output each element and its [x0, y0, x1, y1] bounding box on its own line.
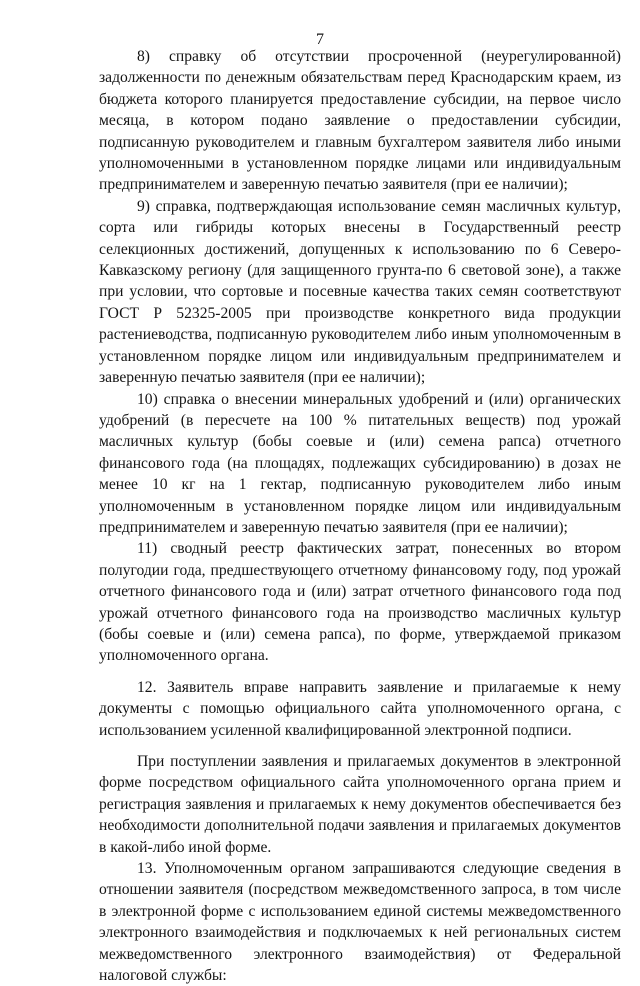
paragraph-point-12-continued: При поступлении заявления и прилагаемых документов в электронной форме посредством официального сайта уполномоченного органа прием и регистрация заявления и прилагаемых к нему документов обеспечивается без необходимости дополнительной подачи заявления и прилагаемых документов в какой-либо иной форме.: [99, 753, 621, 856]
page-number: 7: [316, 31, 324, 48]
document-body: [99, 46, 621, 986]
paragraph-item-8: 8) справку об отсутствии просроченной (неурегулированной) задолженности по денежным обязательствам перед Краснодарским краем, из бюджета которого планируется предоставление субсидии, на первое число месяца, в котором подано заявление о предоставлении субсидии, подписанную руководителем и главным бухгалтером заявителя либо иными уполномоченными в установленном порядке лицами или индивидуальным предпринимателем и заверенную печатью заявителя (при ее наличии);: [99, 48, 621, 194]
paragraph-item-10: 10) справка о внесении минеральных удобрений и (или) органических удобрений (в пересчете на 100 % питательных веществ) под урожай масличных культур (бобы соевые и (или) семена рапса) отчетного финансового года (на площадях, подлежащих субсидированию) в дозах не менее 10 кг на 1 гектар, подписанную руководителем либо иным уполномоченным в установленном порядке лицом или индивидуальным предпринимателем и заверенную печатью заявителя (при ее наличии);: [99, 390, 621, 536]
paragraph-point-12: 12. Заявитель вправе направить заявление и прилагаемые к нему документы с помощью официального сайта уполномоченного органа, с использованием усиленной квалифицированной электронной подписи.: [99, 678, 621, 739]
paragraph-point-13: 13. Уполномоченным органом запрашиваются следующие сведения в отношении заявителя (посредством межведомственного запроса, в том числе в электронной форме с использованием единой системы межведомственного электронного взаимодействия и подключаемых к ней региональных систем межведомственного электронного взаимодействия) от Федеральной налоговой службы:: [99, 860, 621, 985]
paragraph-item-9: 9) справка, подтверждающая использование семян масличных культур, сорта или гибриды которых внесены в Государственный реестр селекционных достижений, допущенных к использованию по 6 Северо-Кавказскому региону (для защищенного грунта-по 6 световой зоне), а также при условии, что сортовые и посевные качества таких семян соответствуют ГОСТ Р 52325-2005 при производстве конкретного вида продукции растениеводства, подписанную руководителем либо иным уполномоченным в установленном порядке лицом или индивидуальным предпринимателем и заверенную печатью заявителя (при ее наличии);: [99, 197, 621, 387]
paragraph-item-11: 11) сводный реестр фактических затрат, понесенных во втором полугодии года, предшествующего отчетному финансовому году, под урожай отчетного финансового года и (или) затрат отчетного финансового года под урожай отчетного финансового года на производство масличных культур (бобы соевые и (или) семена рапса), по форме, утверждаемой приказом уполномоченного органа.: [99, 540, 621, 665]
